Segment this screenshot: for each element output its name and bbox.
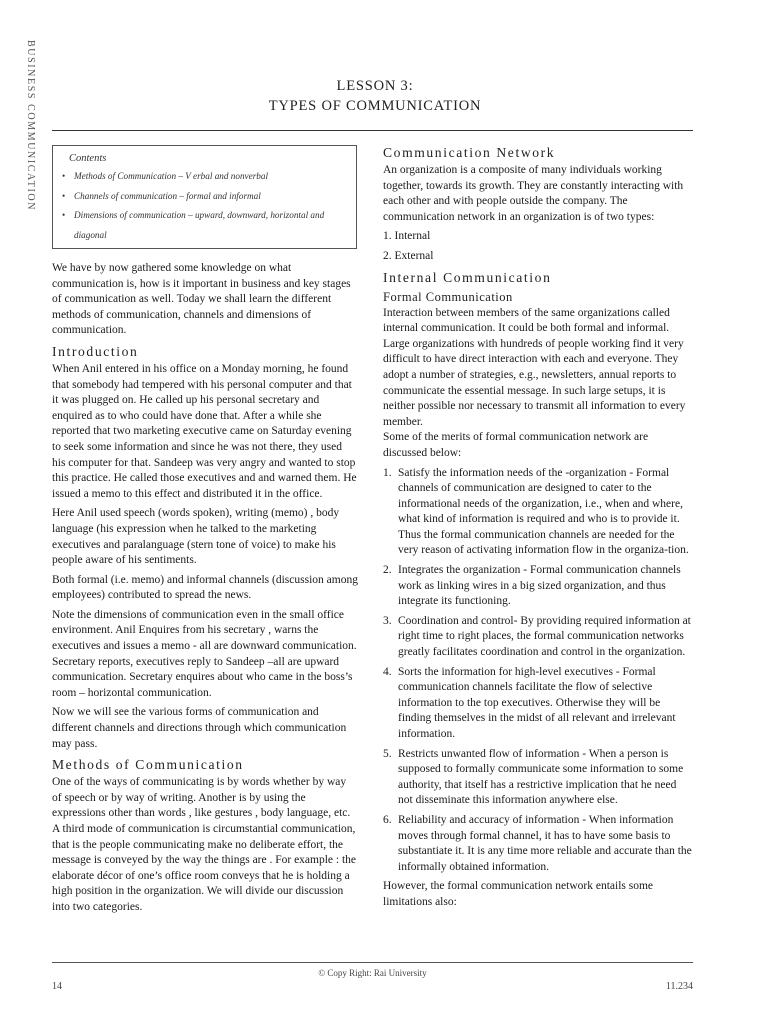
- introduction-paragraph: Now we will see the various forms of communication and different channels and directions through which communication may pass.: [52, 706, 347, 750]
- merit-item: [383, 614, 693, 661]
- introduction-paragraph: Note the dimensions of communication even in the small office environment. Anil Enquires from his secretary , warns the executives and issues a memo - all are downward communication. Secretary reports, executives reply to Sandeep –all are upward communication. Secretary enquires about who came in the boss’s room – horizontal communication.: [52, 608, 357, 699]
- network-type-item: 2. External: [383, 249, 434, 262]
- merit-item: [383, 747, 693, 809]
- merit-text: Sorts the information for high-level executives - Formal communication channels facilitate the flow of selective information to the top executives. Otherwise they will be finding themselves in the midst of all relevant and irrelevant information.: [398, 665, 676, 740]
- internal-communication-heading: Internal Communication: [383, 269, 552, 285]
- merit-text: Coordination and control- By providing required information at right time to right places, the formal communication networks greatly facilitates coordination and control in the organization.: [398, 614, 691, 659]
- introduction-paragraph: Both formal (i.e. memo) and informal channels (discussion among employees) contributed to spread the news.: [52, 573, 358, 602]
- merit-number: 1.: [383, 466, 392, 479]
- contents-item: • Dimensions of communication – upward, downward, horizontal and diagonal: [62, 206, 346, 245]
- left-column: [52, 261, 358, 920]
- merit-text: Satisfy the information needs of the -organization - Formal channels of communication are designed to cater to the informational needs of the organization, i.e., when and where, what kind of information is required and who is to provide it. Thus the formal communication channels are needed for the very reason of activating information flow in the organiza-tion.: [398, 466, 689, 557]
- limitations-intro: However, the formal communication network entails some limitations also:: [383, 880, 654, 908]
- merit-text: Restricts unwanted flow of information - When a person is supposed to formally communicate some information to some authority, that itself has a restrictive implication that he need not disseminate this information anywhere else.: [398, 747, 684, 807]
- merit-text: Reliability and accuracy of information - When information moves through formal channel, it has to have some basis to substantiate it. It is any time more reliable and accurate than the informally obtained information.: [398, 813, 692, 873]
- merit-number: 3.: [383, 614, 392, 627]
- introduction-paragraph: When Anil entered in his office on a Monday morning, he found that somebody had tempered with his personal computer and that it was plugged on. He called up his personal secretary and enquired as to who could have done that. After a while she reported that two marketing executive came on Saturday evening to seek some information and since he was not there, they used his computer for that. Sandeep was very angry and wanted to stop this practice. He called those executives and and warned them. He issued a memo to this effect and distributed it in the office.: [52, 362, 357, 500]
- contents-item: • Channels of communication – formal and informal: [62, 187, 346, 207]
- lesson-header: [52, 76, 698, 116]
- course-code: 11.234: [665, 981, 693, 992]
- merit-number: 6.: [383, 813, 392, 826]
- formal-paragraph: Interaction between members of the same organizations called internal communication. It could be both formal and informal. Large organizations with hundreds of people working find it very difficult to have direct interaction with each and everyone. They adopt a number of strategies, e.g., newsletters, annual reports to communicate the essential message. In such large setups, it is neither possible nor necessary to transmit all information to every member.: [383, 306, 686, 428]
- sidebar-course-label: [18, 40, 42, 220]
- header-divider: [52, 130, 693, 131]
- contents-title: Contents: [69, 153, 107, 164]
- merit-number: 5.: [383, 747, 392, 760]
- formal-communication-heading: Formal Communication: [383, 289, 513, 304]
- contents-item: • Methods of Communication – V erbal and nonverbal: [62, 167, 346, 187]
- right-column: [383, 143, 693, 915]
- merits-list: [383, 466, 693, 876]
- merit-number: 4.: [383, 665, 392, 678]
- footer-copyright: © Copy Right: Rai University: [318, 968, 427, 978]
- intro-paragraph: We have by now gathered some knowledge on what communication is, how is it important in business and key stages of communication as well. Today we shall learn the different methods of communication, channels and dimensions of communication.: [52, 262, 351, 337]
- lesson-title: TYPES OF COMMUNICATION: [268, 98, 482, 114]
- merit-text: Integrates the organization - Formal communication channels work as linking wires in a big sized organization, and thus integrate its functioning.: [398, 564, 681, 608]
- merits-intro: Some of the merits of formal communication network are discussed below:: [383, 431, 649, 459]
- merit-item: [383, 813, 693, 875]
- network-paragraph: An organization is a composite of many individuals working together, towards its growth. They are constantly interacting with each other and with people outside the company. The communication network in an organization is of two types:: [383, 164, 684, 223]
- methods-heading: Methods of Communication: [52, 757, 244, 773]
- merit-item: [383, 563, 693, 610]
- footer-divider: [52, 962, 693, 963]
- merit-number: 2.: [383, 564, 392, 577]
- network-type-item: 1. Internal: [383, 230, 431, 243]
- introduction-paragraph: Here Anil used speech (words spoken), writing (memo) , body language (his expression when he talked to the marketing executives and paralanguage (stern tone of voice) to make his people aware of his sentiments.: [52, 507, 340, 567]
- merit-item: [383, 665, 693, 743]
- contents-box: [52, 145, 357, 249]
- network-heading: Communication Network: [383, 145, 556, 160]
- contents-list: [62, 167, 346, 245]
- lesson-number: LESSON 3:: [336, 78, 414, 94]
- methods-paragraph: One of the ways of communicating is by words whether by way of speech or by way of writing. Another is by using the expressions other than words , like gestures , body language, etc. A third mode of communication is circumstantial communication, that is the people communicating make no deliberate effort, the message is conveyed by the way the things are . For example : the elaborate décor of one’s office room conveys that he is holding a high position in the organization. We will divide our discussion into two categories.: [52, 776, 357, 913]
- merit-item: [383, 466, 693, 560]
- introduction-heading: Introduction: [52, 343, 139, 359]
- sidebar-course-text: BUSINESS COMMUNICATION: [25, 40, 36, 212]
- page-number: 14: [52, 981, 62, 992]
